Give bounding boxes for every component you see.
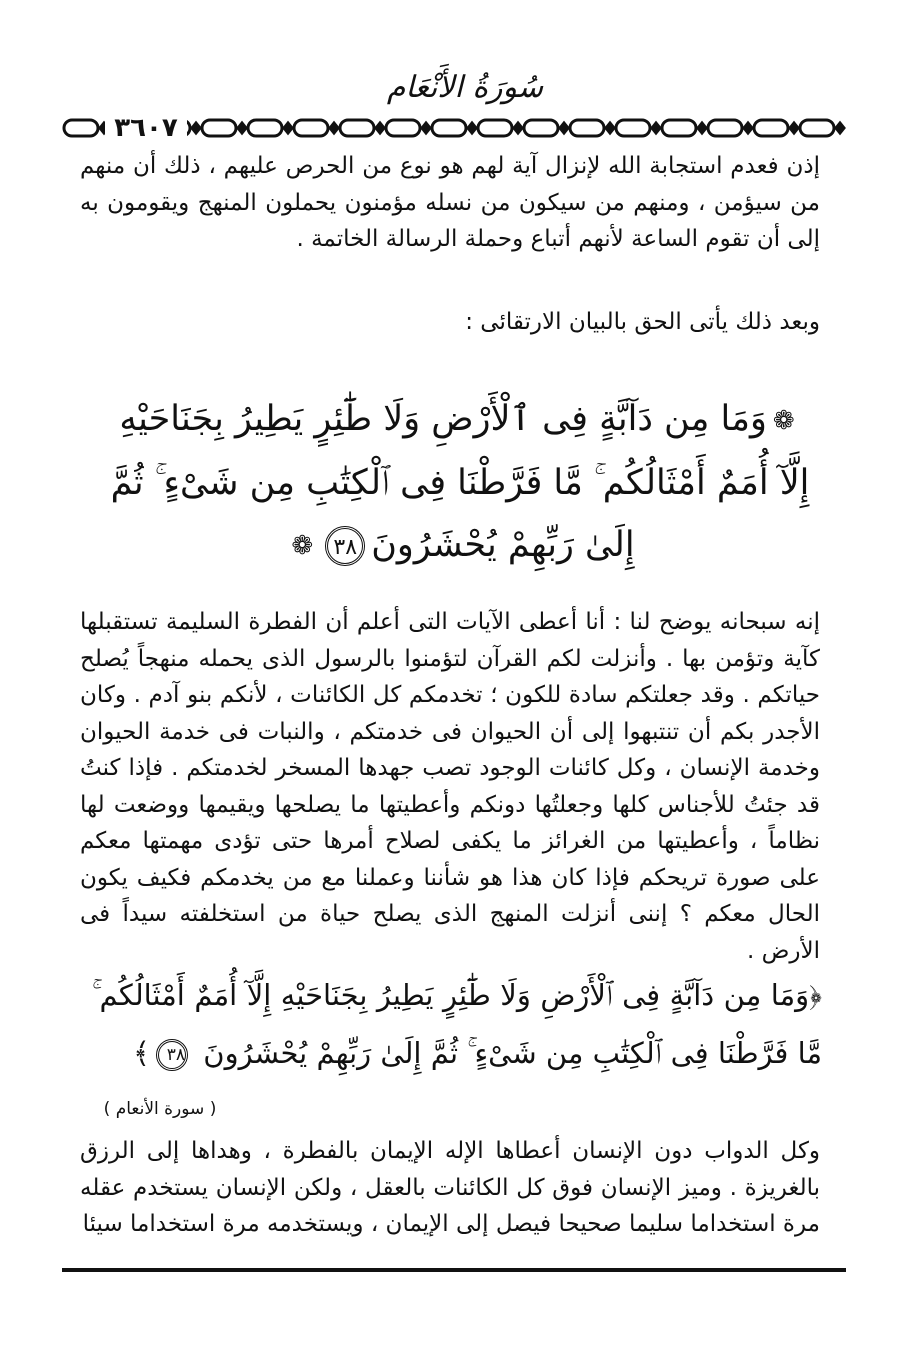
chain-diamond bbox=[468, 123, 476, 133]
chain-diamond bbox=[652, 123, 660, 133]
ayah-number-badge-inline: ٣٨ bbox=[156, 1039, 188, 1071]
verse-close-bracket: ﴾ bbox=[133, 1036, 151, 1070]
chain-diamond bbox=[330, 123, 338, 133]
chain-link bbox=[708, 120, 742, 136]
chain-link bbox=[248, 120, 282, 136]
chain-diamond bbox=[836, 123, 844, 133]
chain-diamond bbox=[284, 123, 292, 133]
chain-link bbox=[570, 120, 604, 136]
chain-diamond bbox=[422, 123, 430, 133]
chain-link bbox=[754, 120, 788, 136]
verse-line-1-text: وَمَا مِن دَآبَّةٍ فِى ٱلْأَرْضِ وَلَا طَٰٓئِرٍ يَطِيرُ بِجَنَاحَيْهِ bbox=[119, 399, 767, 439]
paragraph-transition: وبعد ذلك يأتى الحق بالبيان الارتقائى : bbox=[465, 309, 820, 335]
verse-line-1 bbox=[100, 388, 820, 452]
chain-link bbox=[202, 120, 236, 136]
surah-reference: ( سورة الأنعام ) bbox=[103, 1099, 217, 1119]
chain-diamond bbox=[192, 123, 200, 133]
chain-diamond bbox=[790, 123, 798, 133]
page-number: ٣٦٠٧ bbox=[105, 113, 187, 143]
chain-link bbox=[478, 120, 512, 136]
chain-diamond bbox=[376, 123, 384, 133]
chain-diamond bbox=[560, 123, 568, 133]
chain-link bbox=[64, 120, 98, 136]
chain-diamond bbox=[238, 123, 246, 133]
chain-link bbox=[386, 120, 420, 136]
chain-link bbox=[340, 120, 374, 136]
footer-rule bbox=[62, 1268, 846, 1272]
verse-line-2: إِلَّآ أُمَمٌ أَمْثَالُكُم ۚ مَّا فَرَّطْنَا فِى ٱلْكِتَٰبِ مِن شَىْءٍ ۚ ثُمَّ bbox=[110, 462, 810, 503]
chain-link bbox=[662, 120, 696, 136]
verse-line-3-text: إِلَىٰ رَبِّهِمْ يُحْشَرُونَ bbox=[371, 524, 635, 565]
chain-link bbox=[616, 120, 650, 136]
chain-diamond bbox=[514, 123, 522, 133]
paragraph-explanation: إنه سبحانه يوضح لنا : أنا أعطى الآيات التى أعلم أن الفطرة السليمة تستقبلها كآية وتؤمن بها . وأنزلت لكم القرآن لتؤمنوا بالرسول الذى يحمله منهجاً يُصلح حياتكم . وقد جعلتكم سادة للكون ؛ تخدمكم كل الكائنات ، لأنكم بنو آدم . وكان الأجدر بكم أن تنتبهوا إلى أن الحيوان فى خدمتكم ، والنبات فى خدمة الحيوان وخدمة الإنسان ، وكل كائنات الوجود تصب جهدها المسخر لخدمتكم . فإذا كنتُ قد جئتُ للأجناس كلها وجعلتُها دونكم وأعطيتها ما يصلحها ويقيمها ووضعت لها نظاماً ، وأعطيتها من الغرائز ما يكفى لصلاح أمرها حتى تؤدى مهمتها معكم على صورة تريحكم فإذا كان هذا هو شأننا وعملنا مع من يخدمكم فكيف يكون الحال معكم ؟ إننى أنزلت المنهج الذى يصلح حياة من استخلفته سيداً فى الأرض . bbox=[80, 609, 820, 964]
surah-title: سُورَةُ الأَنْعَام bbox=[386, 70, 544, 105]
chain-diamond bbox=[698, 123, 706, 133]
verse-line-3 bbox=[100, 514, 820, 578]
verse-ornament-close-icon: ❁ bbox=[291, 531, 314, 561]
ayah-number-badge: ٣٨ bbox=[325, 526, 365, 566]
chain-link bbox=[524, 120, 558, 136]
verse-open-bracket: ﴿ bbox=[809, 978, 822, 1012]
verse-ornament-open-icon: ❁ bbox=[772, 405, 795, 436]
chain-diamond bbox=[606, 123, 614, 133]
quran-verse-inline bbox=[92, 966, 822, 1082]
chain-link bbox=[294, 120, 328, 136]
quran-verse-block bbox=[100, 388, 820, 577]
chain-link bbox=[432, 120, 466, 136]
paragraph-continuation: وكل الدواب دون الإنسان أعطاها الإله الإيمان بالفطرة ، وهداها إلى الرزق بالغريزة . وميز الإنسان فوق كل الكائنات بالعقل ، ولكن الإنسان يستخدم عقله مرة استخداما سليما صحيحا فيصل إلى الإيمان ، ويستخدمه مرة استخداما سيئا bbox=[80, 1138, 820, 1237]
chain-diamond bbox=[744, 123, 752, 133]
verse-inline-text: وَمَا مِن دَآبَّةٍ فِى ٱلْأَرْضِ وَلَا طَٰٓئِرٍ يَطِيرُ بِجَنَاحَيْهِ إِلَّآ أُمَمٌ أَمْثَالُكُم ۚ مَّا فَرَّطْنَا فِى ٱلْكِتَٰبِ مِن شَىْءٍ ۚ ثُمَّ إِلَىٰ رَبِّهِمْ يُحْشَرُونَ bbox=[92, 978, 822, 1070]
paragraph-intro: إذن فعدم استجابة الله لإنزال آية لهم هو نوع من الحرص عليهم ، ذلك أن منهم من سيؤمن ، ومنهم من سيكون من نسله مؤمنون يحملون المنهج ويقومون به إلى أن تقوم الساعة لأنهم أتباع وحملة الرسالة الخاتمة . bbox=[80, 153, 820, 252]
chain-link bbox=[800, 120, 834, 136]
